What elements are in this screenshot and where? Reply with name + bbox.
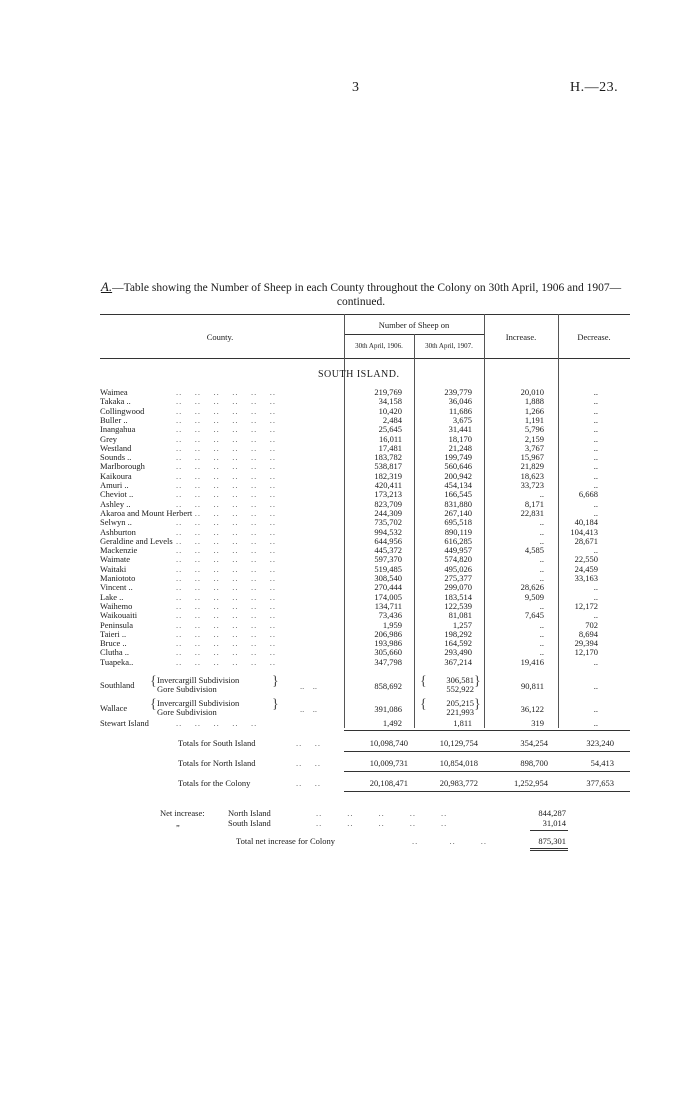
leader-dots: .. .. .. .. .. .. <box>176 554 276 565</box>
value-1906: 735,702 <box>374 517 402 528</box>
county-name: Peninsula <box>100 619 134 630</box>
stewart-dots: .. .. .. .. .. <box>176 718 258 728</box>
southland-decrease: .. <box>593 681 598 691</box>
county-name: Waitaki <box>100 563 127 574</box>
leader-dots: .. .. .. .. .. .. <box>176 452 276 463</box>
wallace-right-brace: } <box>272 697 279 712</box>
value-1906: 305,660 <box>374 647 402 658</box>
leader-dots: .. .. .. .. .. .. <box>176 638 276 649</box>
value-1907: 275,377 <box>444 573 472 583</box>
southland-increase: 90,811 <box>520 681 544 691</box>
leader-dots: .. .. .. .. .. .. <box>176 405 276 416</box>
value-1907: 164,592 <box>444 638 472 649</box>
totals-label: Totals for North Island <box>178 758 256 768</box>
leader-dots: .. .. .. .. .. .. <box>176 507 276 518</box>
leader-dots: .. .. .. .. .. .. <box>176 480 276 490</box>
net-total-dots: .. .. .. <box>412 836 487 846</box>
totals-row-rule <box>344 771 630 772</box>
value-increase: 3,767 <box>524 442 544 453</box>
value-increase: 1,191 <box>524 414 544 425</box>
totals-dots: .. .. <box>296 758 321 768</box>
value-1906: 206,986 <box>374 628 402 639</box>
value-decrease: .. <box>593 424 598 435</box>
header-number-group: Number of Sheep on <box>378 320 450 330</box>
county-name: Waihemo <box>100 600 133 611</box>
value-1906: 2,484 <box>382 414 402 425</box>
county-name: Akaroa and Mount Herbert <box>100 507 193 518</box>
totals-row-rule <box>344 751 630 752</box>
value-increase: 18,623 <box>520 470 544 481</box>
value-increase: 2,159 <box>524 433 544 444</box>
wallace-decrease: .. <box>593 704 598 714</box>
value-decrease: .. <box>593 480 598 490</box>
value-1906: 519,485 <box>374 563 402 574</box>
value-increase: .. <box>539 573 544 583</box>
net-total-value: 875,301 <box>538 836 566 846</box>
value-1906: 34,158 <box>378 396 402 407</box>
value-1907: 18,170 <box>448 433 472 444</box>
county-name: Waimate <box>100 554 130 565</box>
value-increase: 5,796 <box>524 424 544 435</box>
value-decrease: 12,170 <box>574 647 598 658</box>
value-1907: 166,545 <box>444 489 472 500</box>
value-1906: 1,959 <box>382 619 402 630</box>
leader-dots: .. .. .. .. .. .. <box>176 387 276 397</box>
value-1907: 574,820 <box>444 554 472 565</box>
value-1907: 21,248 <box>448 442 472 453</box>
value-increase: 1,266 <box>524 405 544 416</box>
value-1907: 367,214 <box>444 656 472 667</box>
net-south-dots: .. .. .. .. .. <box>316 818 448 828</box>
southland-1907-left-brace: { <box>420 674 427 689</box>
header-1906: 30th April, 1906. <box>355 342 403 350</box>
value-1906: 308,540 <box>374 573 402 583</box>
value-1906: 644,956 <box>374 535 402 546</box>
county-name: Buller .. <box>100 414 128 425</box>
leader-dots: .. .. .. .. .. .. <box>176 591 276 602</box>
value-1907: 11,686 <box>448 405 472 416</box>
totals-row-rule <box>344 791 630 792</box>
value-1906: 183,782 <box>374 452 402 463</box>
county-name: Vincent .. <box>100 582 133 593</box>
value-1907: 560,646 <box>444 461 472 472</box>
leader-dots: .. .. .. .. .. .. <box>176 396 276 407</box>
wallace-1907-invercargill: 205,215 <box>446 698 474 708</box>
leader-dots: .. .. .. .. .. .. <box>176 414 276 425</box>
leader-dots: .. .. .. .. .. .. <box>176 647 276 658</box>
southland-dots: .. .. <box>300 681 317 691</box>
value-increase: 19,416 <box>520 656 544 667</box>
value-decrease: .. <box>593 545 598 556</box>
value-1906: 10,420 <box>378 405 402 416</box>
value-1907: 3,675 <box>452 414 472 425</box>
county-name: Marlborough <box>100 461 145 472</box>
leader-dots: .. .. .. .. .. .. <box>176 424 276 435</box>
leader-dots: .. .. .. .. .. .. <box>176 610 276 621</box>
southland-1906: 858,692 <box>374 681 402 691</box>
value-1906: 597,370 <box>374 554 402 565</box>
southland-sub-invercargill: Invercargill Subdivision <box>157 675 240 685</box>
county-name: Cheviot .. <box>100 489 134 500</box>
table-header-bottom-rule <box>100 358 630 359</box>
value-increase: .. <box>539 600 544 611</box>
value-increase: 33,723 <box>520 480 544 490</box>
net-north-value: 844,287 <box>538 808 566 818</box>
totals-1907: 10,854,018 <box>439 758 478 768</box>
county-name: Maniototo <box>100 573 136 583</box>
net-increase-label: Net increase: <box>160 808 205 818</box>
stewart-county: Stewart Island <box>100 718 149 728</box>
wallace-1907-left-brace: { <box>420 697 427 712</box>
value-increase: .. <box>539 628 544 639</box>
value-1906: 420,411 <box>374 480 402 490</box>
value-decrease: 104,413 <box>570 526 598 537</box>
totals-decrease: 377,653 <box>586 778 614 788</box>
wallace-1906: 391,086 <box>374 704 402 714</box>
value-decrease: .. <box>593 507 598 518</box>
value-increase: 7,645 <box>524 610 544 621</box>
value-1906: 17,481 <box>378 442 402 453</box>
value-1907: 449,957 <box>444 545 472 556</box>
wallace-1907-gore: 221,993 <box>446 707 474 717</box>
county-name: Westland <box>100 442 132 453</box>
value-1906: 73,436 <box>378 610 402 621</box>
county-name: Ashley .. <box>100 498 131 509</box>
value-decrease: 24,459 <box>574 563 598 574</box>
value-1907: 695,518 <box>444 517 472 528</box>
southland-right-brace: } <box>272 674 279 689</box>
value-decrease: .. <box>593 414 598 425</box>
stewart-decrease: .. <box>593 718 598 728</box>
county-name: Inangahua <box>100 424 136 435</box>
value-increase: 4,585 <box>524 545 544 556</box>
value-increase: 1,888 <box>524 396 544 407</box>
stewart-increase: 319 <box>531 718 544 728</box>
value-decrease: .. <box>593 582 598 593</box>
leader-dots: .. .. .. .. .. .. <box>176 656 276 667</box>
value-1907: 31,441 <box>448 424 472 435</box>
header-1907: 30th April, 1907. <box>425 342 473 350</box>
value-1907: 495,026 <box>444 563 472 574</box>
value-1906: 445,372 <box>374 545 402 556</box>
county-name: Sounds .. <box>100 452 132 463</box>
value-1907: 616,285 <box>444 535 472 546</box>
county-name: Mackenzie <box>100 545 138 556</box>
title-text: —Table showing the Number of Sheep in each County throughout the Colony on 30th April, 1906 and 1907—continued. <box>112 282 622 308</box>
value-increase: 22,831 <box>520 507 544 518</box>
value-1907: 239,779 <box>444 387 472 397</box>
ditto-mark: „ <box>176 818 180 828</box>
value-decrease: .. <box>593 442 598 453</box>
county-name: Waimea <box>100 387 128 397</box>
leader-dots: .. .. .. .. .. .. <box>176 582 276 593</box>
county-name: Collingwood <box>100 405 145 416</box>
totals-increase: 354,254 <box>520 738 548 748</box>
value-increase: .. <box>539 619 544 630</box>
value-1907: 183,514 <box>444 591 472 602</box>
value-decrease: .. <box>593 591 598 602</box>
value-1907: 267,140 <box>444 507 472 518</box>
value-decrease: .. <box>593 498 598 509</box>
totals-label: Totals for South Island <box>178 738 256 748</box>
leader-dots: .. .. .. .. .. .. <box>176 628 276 639</box>
value-decrease: .. <box>593 433 598 444</box>
table-top-rule <box>100 314 630 315</box>
value-1907: 81,081 <box>448 610 472 621</box>
value-1907: 293,490 <box>444 647 472 658</box>
document-reference: H.—23. <box>570 80 619 95</box>
net-total-label: Total net increase for Colony <box>236 836 336 846</box>
totals-1907: 20,983,772 <box>439 778 478 788</box>
leader-dots: .. .. .. .. .. .. <box>176 600 276 611</box>
leader-dots: .. .. .. .. .. .. <box>176 563 276 574</box>
value-1906: 174,005 <box>374 591 402 602</box>
value-1907: 198,292 <box>444 628 472 639</box>
leader-dots: .. .. .. .. .. .. <box>176 517 276 528</box>
net-north-dots: .. .. .. .. .. <box>316 808 448 818</box>
value-1906: 347,798 <box>374 656 402 667</box>
totals-label: Totals for the Colony <box>178 778 251 788</box>
wallace-county: Wallace <box>100 703 128 713</box>
value-increase: 21,829 <box>520 461 544 472</box>
wallace-subdivisions <box>157 699 239 717</box>
county-name: Waikouaiti <box>100 610 138 621</box>
value-decrease: .. <box>593 387 598 397</box>
value-decrease: .. <box>593 656 598 667</box>
value-decrease: .. <box>593 461 598 472</box>
value-decrease: 40,184 <box>574 517 598 528</box>
totals-1906: 10,098,740 <box>369 738 408 748</box>
value-1907: 36,046 <box>448 396 472 407</box>
value-1906: 219,769 <box>374 387 402 397</box>
value-decrease: .. <box>593 405 598 416</box>
totals-decrease: 54,413 <box>590 758 614 768</box>
value-increase: .. <box>539 638 544 649</box>
header-county: County. <box>206 332 234 342</box>
value-1907: 454,134 <box>444 480 472 490</box>
net-south-value: 31,014 <box>542 818 566 828</box>
net-south-label: South Island <box>228 818 271 828</box>
value-decrease: 28,671 <box>574 535 598 546</box>
southland-1907-right-brace: } <box>474 674 481 689</box>
county-name: Taieri .. <box>100 628 127 639</box>
leader-dots: .. .. .. .. .. .. <box>176 433 276 444</box>
value-1906: 270,444 <box>374 582 402 593</box>
county-name: Selwyn .. <box>100 517 132 528</box>
county-name: Ashburton <box>100 526 136 537</box>
southland-county: Southland <box>100 680 135 690</box>
net-sum-rule <box>530 830 568 831</box>
county-name: Amuri .. <box>100 480 129 490</box>
value-1907: 200,942 <box>444 470 472 481</box>
southland-1907-values <box>420 676 474 694</box>
county-name: Geraldine and Levels <box>100 535 173 546</box>
value-1906: 134,711 <box>374 600 402 611</box>
wallace-sub-gore: Gore Subdivision <box>157 707 217 717</box>
southland-subdivisions <box>157 676 239 694</box>
header-decrease: Decrease. <box>577 332 611 342</box>
net-total-rule-1 <box>530 848 568 849</box>
value-1906: 173,213 <box>374 489 402 500</box>
value-increase: .. <box>539 526 544 537</box>
net-north-label: North Island <box>228 808 271 818</box>
value-decrease: 702 <box>585 619 598 630</box>
wallace-1907-values <box>420 699 474 717</box>
value-decrease: 22,550 <box>574 554 598 565</box>
totals-dots: .. .. <box>296 778 321 788</box>
county-name: Grey <box>100 433 117 444</box>
value-1907: 299,070 <box>444 582 472 593</box>
county-name: Clutha .. <box>100 647 130 658</box>
value-increase: 8,171 <box>524 498 544 509</box>
value-increase: .. <box>539 489 544 500</box>
value-decrease: 6,668 <box>578 489 598 500</box>
value-decrease: .. <box>593 396 598 407</box>
southland-1907-gore: 552,922 <box>446 684 474 694</box>
value-decrease: 12,172 <box>574 600 598 611</box>
section-heading: SOUTH ISLAND. <box>318 369 400 380</box>
wallace-increase: 36,122 <box>520 704 544 714</box>
value-increase: .. <box>539 517 544 528</box>
stewart-1906: 1,492 <box>382 718 402 728</box>
southland-1907-invercargill: 306,581 <box>446 675 474 685</box>
value-increase: .. <box>539 554 544 565</box>
value-decrease: .. <box>593 470 598 481</box>
value-increase: .. <box>539 563 544 574</box>
totals-increase: 1,252,954 <box>514 778 548 788</box>
leader-dots: .. .. .. .. .. .. <box>176 470 276 481</box>
value-1906: 823,709 <box>374 498 402 509</box>
value-1907: 199,749 <box>444 452 472 463</box>
value-1906: 16,011 <box>378 433 402 444</box>
leader-dots: .. .. .. .. .. .. <box>176 619 276 630</box>
value-decrease: .. <box>593 452 598 463</box>
value-decrease: 8,694 <box>578 628 598 639</box>
value-decrease: 33,163 <box>574 573 598 583</box>
totals-decrease: 323,240 <box>586 738 614 748</box>
value-1907: 890,119 <box>444 526 472 537</box>
value-increase: 20,010 <box>520 387 544 397</box>
totals-1907: 10,129,754 <box>439 738 478 748</box>
value-1906: 538,817 <box>374 461 402 472</box>
county-name: Takaka .. <box>100 396 131 407</box>
value-1906: 193,986 <box>374 638 402 649</box>
wallace-left-brace: { <box>150 697 157 712</box>
leader-dots: .. .. .. .. .. .. <box>176 489 276 500</box>
table-title <box>100 280 622 309</box>
county-name: Bruce .. <box>100 638 127 649</box>
leader-dots: .. .. .. .. .. .. <box>176 442 276 453</box>
wallace-1907-right-brace: } <box>474 697 481 712</box>
totals-increase: 898,700 <box>520 758 548 768</box>
county-name: Kaikoura <box>100 470 132 481</box>
value-increase: 9,509 <box>524 591 544 602</box>
totals-1906: 10,009,731 <box>369 758 408 768</box>
value-1906: 994,532 <box>374 526 402 537</box>
wallace-dots: .. .. <box>300 704 317 714</box>
net-total-rule-2 <box>530 850 568 851</box>
totals-1906: 20,108,471 <box>369 778 408 788</box>
value-decrease: 29,394 <box>574 638 598 649</box>
totals-dots: .. .. <box>296 738 321 748</box>
leader-dots: .. .. .. .. .. .. <box>176 535 276 546</box>
value-increase: 15,967 <box>520 452 544 463</box>
county-name: Tuapeka.. <box>100 656 134 667</box>
totals-top-rule <box>344 730 630 731</box>
southland-sub-gore: Gore Subdivision <box>157 684 217 694</box>
page-number: 3 <box>352 80 359 95</box>
stewart-1907: 1,811 <box>453 718 472 728</box>
header-increase: Increase. <box>505 332 537 342</box>
value-increase: 28,626 <box>520 582 544 593</box>
southland-left-brace: { <box>150 674 157 689</box>
value-1906: 25,645 <box>378 424 402 435</box>
leader-dots: .. .. .. .. .. .. <box>176 461 276 472</box>
title-lead: A. <box>100 279 113 294</box>
value-decrease: .. <box>593 610 598 621</box>
wallace-sub-invercargill: Invercargill Subdivision <box>157 698 240 708</box>
value-1907: 831,880 <box>444 498 472 509</box>
value-1906: 182,319 <box>374 470 402 481</box>
leader-dots: .. .. .. .. .. .. <box>176 545 276 556</box>
value-1906: 244,309 <box>374 507 402 518</box>
leader-dots: .. .. .. .. .. .. <box>176 498 276 509</box>
value-1907: 122,539 <box>444 600 472 611</box>
leader-dots: .. .. .. .. .. .. <box>176 526 276 537</box>
value-1907: 1,257 <box>452 619 472 630</box>
value-increase: .. <box>539 535 544 546</box>
leader-dots: .. .. .. .. .. .. <box>176 573 276 583</box>
value-increase: .. <box>539 647 544 658</box>
county-name: Lake .. <box>100 591 124 602</box>
